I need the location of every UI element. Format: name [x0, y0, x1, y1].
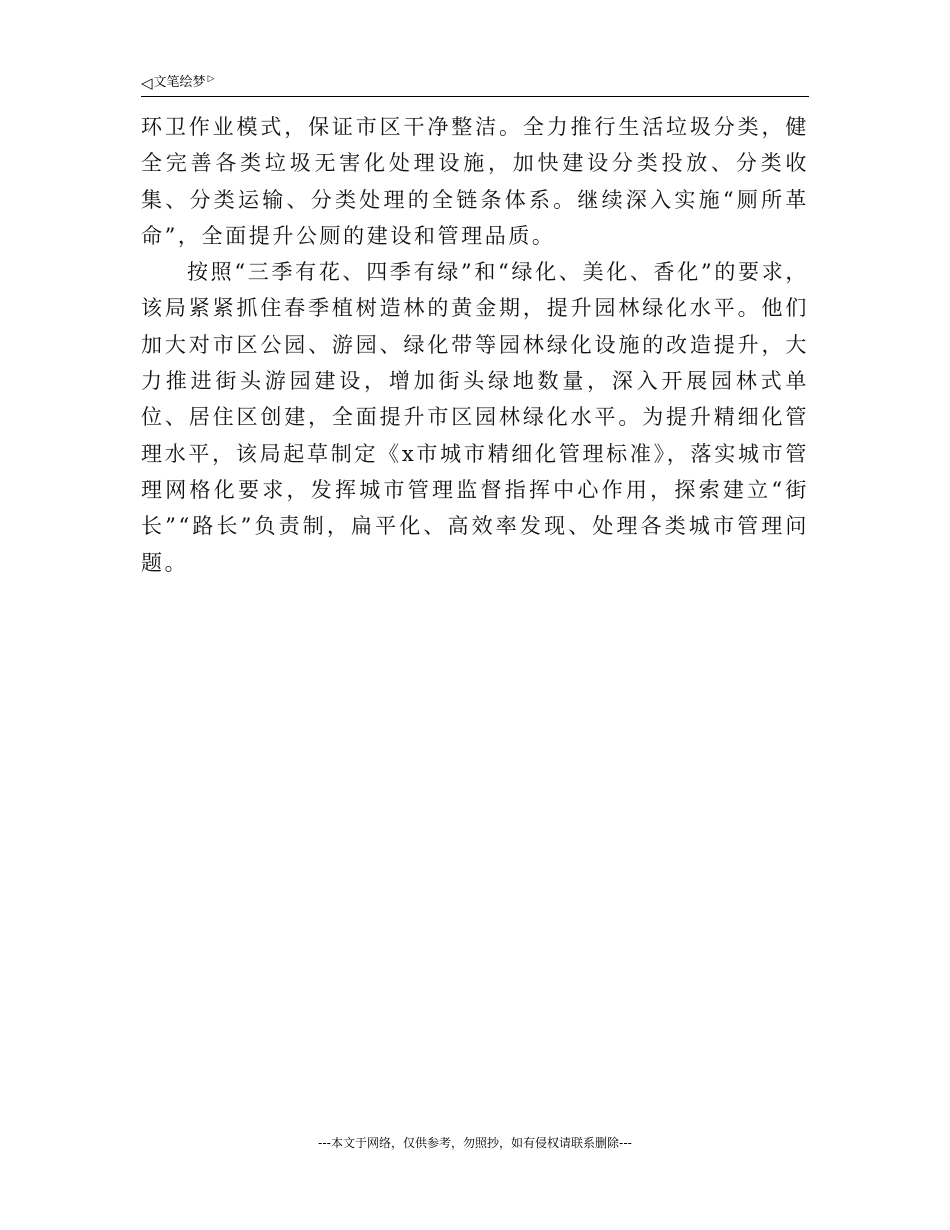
triangle-right-icon: ▷ [207, 74, 215, 84]
triangle-left-icon: ◁ [141, 74, 153, 92]
document-body [141, 109, 809, 581]
paragraph-greening: 按照“三季有花、四季有绿”和“绿化、美化、香化”的要求，该局紧紧抓住春季植树造林的黄金期，提升园林绿化水平。他们加大对市区公园、游园、绿化带等园林绿化设施的改造提升，大力推进街头游园建设，增加街头绿地数量，深入开展园林式单位、居住区创建，全面提升市区园林绿化水平。为提升精细化管理水平，该局起草制定《x市城市精细化管理标准》，落实城市管理网格化要求，发挥城市管理监督指挥中心作用，探索建立“街长”“路长”负责制，扁平化、高效率发现、处理各类城市管理问题。 [141, 260, 809, 575]
header-brand: 文笔绘梦 [153, 75, 206, 90]
page-header [141, 74, 809, 97]
paragraph-continued: 环卫作业模式，保证市区干净整洁。全力推行生活垃圾分类，健全完善各类垃圾无害化处理设施，加快建设分类投放、分类收集、分类运输、分类处理的全链条体系。继续深入实施“厕所革命”，全面提升公厕的建设和管理品质。 [141, 115, 809, 248]
page-footer-disclaimer: ---本文于网络，仅供参考，勿照抄，如有侵权请联系删除--- [318, 1136, 632, 1150]
